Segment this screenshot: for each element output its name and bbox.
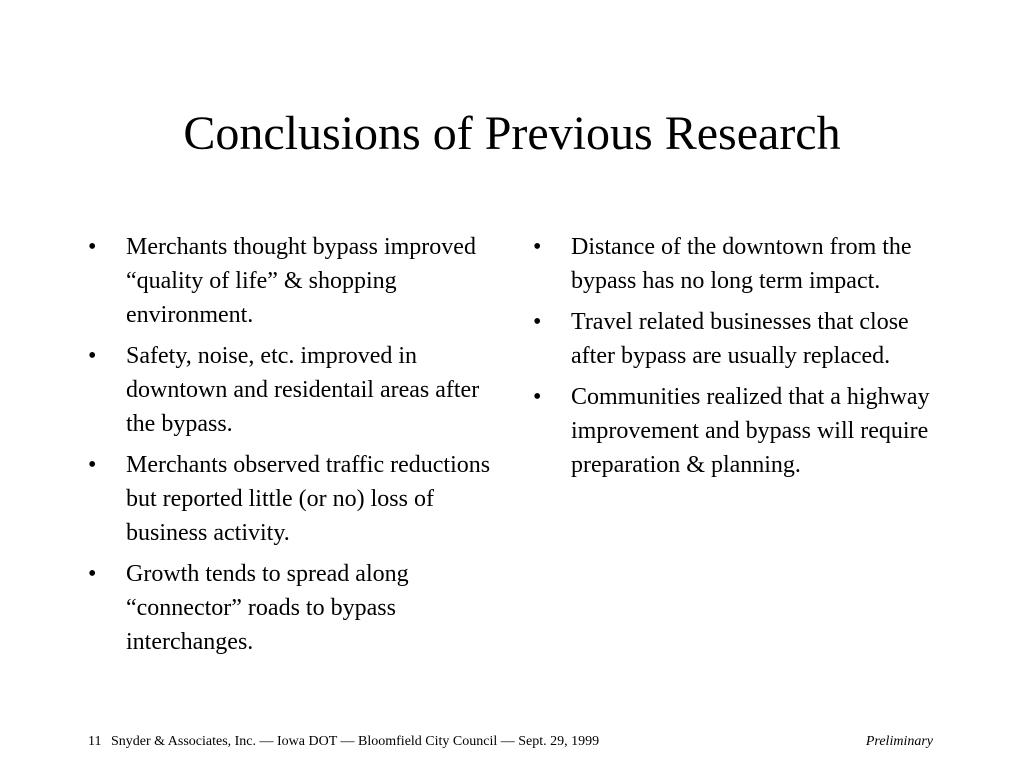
footer-status: Preliminary bbox=[865, 734, 933, 749]
bullet-item bbox=[533, 230, 943, 298]
bullet-icon: • bbox=[88, 452, 97, 478]
page-number: 11 bbox=[88, 734, 102, 749]
right-bullet-list bbox=[533, 230, 943, 489]
bullet-icon: • bbox=[88, 234, 97, 260]
left-bullet-list bbox=[88, 230, 498, 666]
bullet-icon: • bbox=[88, 561, 97, 587]
bullet-item bbox=[533, 380, 943, 482]
bullet-text: Merchants observed traffic reductions but reported little (or no) loss of business activity. bbox=[126, 452, 491, 546]
bullet-item bbox=[88, 448, 498, 550]
bullet-text: Communities realized that a highway improvement and bypass will require preparation & planning. bbox=[571, 384, 930, 478]
bullet-item bbox=[88, 557, 498, 659]
footer-credits-block bbox=[88, 732, 599, 752]
bullet-text: Growth tends to spread along “connector” roads to bypass interchanges. bbox=[126, 561, 409, 655]
bullet-icon: • bbox=[533, 234, 542, 260]
bullet-icon: • bbox=[533, 309, 542, 335]
slide-footer bbox=[88, 732, 933, 752]
bullet-item bbox=[88, 339, 498, 441]
bullet-text: Merchants thought bypass improved “quality of life” & shopping environment. bbox=[126, 234, 476, 328]
bullet-item bbox=[533, 305, 943, 373]
bullet-text: Safety, noise, etc. improved in downtown and residentail areas after the bypass. bbox=[126, 343, 480, 437]
bullet-icon: • bbox=[533, 384, 542, 410]
footer-credits: Snyder & Associates, Inc. — Iowa DOT — Bloomfield City Council — Sept. 29, 1999 bbox=[110, 734, 600, 749]
bullet-icon: • bbox=[88, 343, 97, 369]
bullet-text: Travel related businesses that close after bypass are usually replaced. bbox=[571, 309, 909, 369]
bullet-text: Distance of the downtown from the bypass has no long term impact. bbox=[571, 234, 912, 294]
bullet-item bbox=[88, 230, 498, 332]
slide-title: Conclusions of Previous Research bbox=[183, 107, 841, 160]
